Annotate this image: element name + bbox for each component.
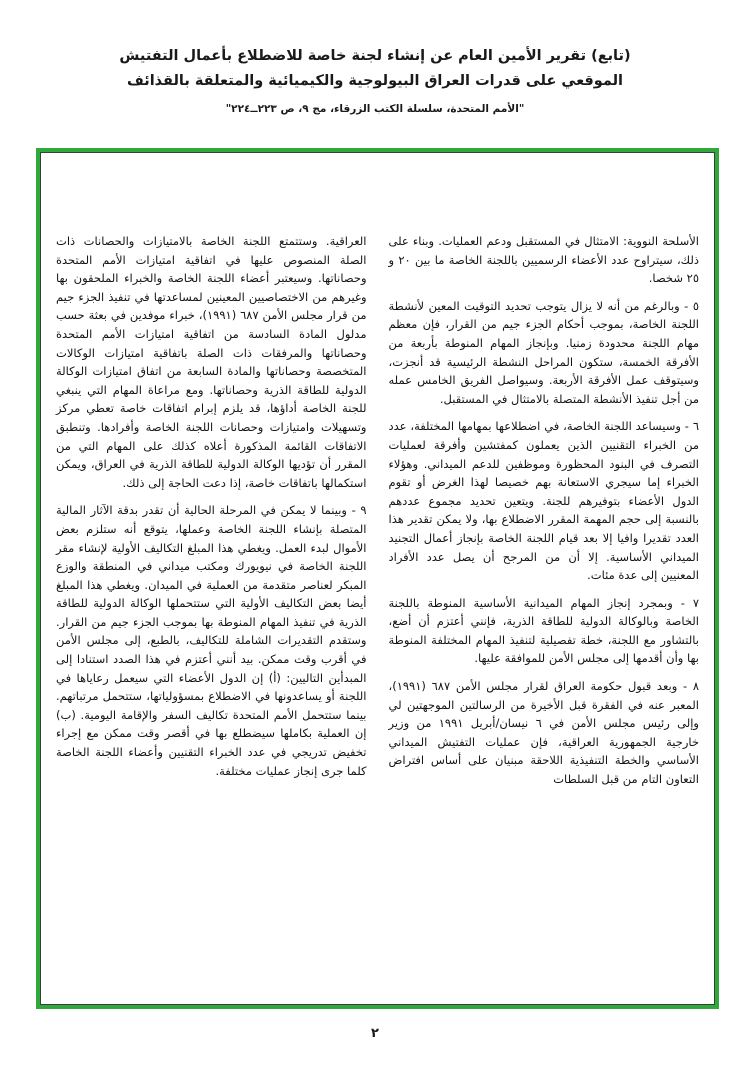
- left-column: [56, 232, 367, 1005]
- paragraph: الأسلحة النووية: الامتثال في المستقبل ودعم العمليات. وبناء على ذلك، سيتراوح عدد الأعضاء الرسميين باللجنة الخاصة ما بين ٢٠ و ٢٥ شخصا.: [388, 234, 699, 286]
- two-column-text: [40, 152, 715, 1005]
- right-column: [389, 232, 700, 1005]
- paragraph: ٥ - وبالرغم من أنه لا يزال يتوجب تحديد التوقيت المعين لأنشطة اللجنة الخاصة، بموجب أحكام الجزء جيم من القرار، فإن معظم مهام اللجنة محدودة زمنيا. وبإنجاز المهام المنوطة بأربعة من الأفرقة الخمسة، ستكون المراحل النشطة الرئيسية قد أنجزت، وسيتوقف عمل الأفرقة الأربعة. وسيواصل الفريق الخامس عمله من أجل تنفيذ الأنشطة المتصلة بالامتثال في المستقبل.: [388, 298, 699, 406]
- document-header: [0, 0, 750, 117]
- page-number: ٢: [371, 1026, 379, 1041]
- paragraph: ٨ - وبعد قبول حكومة العراق لقرار مجلس الأمن ٦٨٧ (١٩٩١)، المعبر عنه في الفقرة قبل الأخيرة من الرسالتين الموجهتين لي وإلى رئيس مجلس الأمن في ٦ نيسان/أبريل ١٩٩١ من وزير خارجية الجمهورية العراقية، فإن عمليات التفتيش الميداني الأساسي والخطة التنفيذية اللاحقة مبنيان على أساس افتراض التعاون التام من قبل السلطات: [388, 679, 699, 787]
- paragraph: ٩ - وبينما لا يمكن في المرحلة الحالية أن تقدر بدقة الآثار المالية المتصلة بإنشاء اللجنة الخاصة وعملها، يتوقع أنه ستلزم بعض الأموال لبدء العمل. ويغطي هذا المبلغ التكاليف الأولية لإنشاء مقر اللجنة الخاصة في نيويورك ومكتب ميداني في المنطقة والوزع المبكر لعناصر متقدمة من العملية في الميدان. ويغطي هذا المبلغ أيضا بعض التكاليف الأولية التي ستتحملها الوكالة الدولية للطاقة الذرية في تنفيذ المهام المنوطة بها بموجب الجزء جيم من القرار. وستقدم التقديرات الشاملة للتكاليف، بالطبع، إلى مجلس الأمن في أقرب وقت ممكن. بيد أنني أعتزم في هذا الصدد استنادا إلى المبدأين التاليين: (أ) إن الدول الأعضاء التي سيعمل رعاياها في اللجنة أو يساعدونها في الاضطلاع بمسؤولياتها، ستتحمل مرتباتهم. بينما ستتحمل الأمم المتحدة تكاليف السفر والإقامة اليومية. (ب) إن العملية بكاملها سيضطلع بها في أقصر وقت ممكن مع إجراء تخفيض تدريجي في عدد الخبراء التقنيين وأعضاء اللجنة الخاصة كلما جرى إنجاز عمليات مختلفة.: [56, 503, 367, 778]
- document-source-citation: "الأمم المتحدة، سلسلة الكتب الزرقاء، مج ٩، ص ٢٢٣ــ٢٢٤": [225, 103, 525, 115]
- paragraph: العراقية. وستتمتع اللجنة الخاصة بالامتيازات والحصانات ذات الصلة المنصوص عليها في اتفاقية امتيازات الأمم المتحدة وحصاناتها. وسيعتبر أعضاء اللجنة الخاصة والخبراء الملحقون بها وغيرهم من الاختصاصيين المعينين لمساعدتها في تنفيذ الجزء جيم من قرار مجلس الأمن ٦٨٧ (١٩٩١)، خبراء موفدين في بعثة حسب مدلول المادة السادسة من اتفاقية امتيازات الأمم المتحدة وحصاناتها والمرفقات ذات الصلة باتفاقية امتيازات الوكالات المتخصصة وحصاناتها والمادة السابعة من اتفاق امتيازات الوكالة الدولية للطاقة الذرية وحصاناتها. ومع مراعاة المهام التي ينبغي للجنة الخاصة أداؤها، قد يلزم إبرام اتفاقات خاصة تعطي مركز وتسهيلات وامتيازات وحصانات اللجنة الخاصة وأفرادها. وتنطبق الاتفاقات القائمة المذكورة أعلاه كذلك على المهام التي من المقرر أن تؤديها الوكالة الدولية للطاقة الذرية في العراق، ويمكن استكمالها باتفاقات خاصة، إذا دعت الحاجة إلى ذلك.: [56, 234, 367, 490]
- paragraph: ٦ - وسيساعد اللجنة الخاصة، في اضطلاعها بمهامها المختلفة، عدد من الخبراء التقنيين الذين يعملون كمفتشين وأفرقة لعمليات التصرف في البنود المحظورة وموظفين للدعم الميداني. وهؤلاء الخبراء إما سيجري الاستعانة بهم خصيصا لهذا الغرض أو تقوم الدول الأعضاء بتوفيرهم للجنة. ويتعين تحديد مجموع عددهم بالنسبة إلى حجم المهمة المقرر الاضطلاع بها، ولا يمكن تقدير هذا العدد تقديرا وافيا إلا بعد قيام اللجنة الخاصة بإنجاز أعمال التجنيد الميداني الأساسية. إلا أن من المرجح أن يصل عدد الأفراد المعنيين إلى عدة مئات.: [388, 419, 699, 583]
- content-frame: [36, 148, 719, 1009]
- document-title-line-2: الموقعي على قدرات العراق البيولوجية والكيميائية والمتعلقة بالقذائف: [126, 73, 623, 89]
- document-title-line-1: (تابع) تقرير الأمين العام عن إنشاء لجنة خاصة للاضطلاع بأعمال التفتيش: [119, 48, 631, 64]
- paragraph: ٧ - وبمجرد إنجاز المهام الميدانية الأساسية المنوطة باللجنة الخاصة وبالوكالة الدولية للطاقة الذرية، فإنني أعتزم أن أضع، بالتشاور مع اللجنة، خطة تفصيلية لتنفيذ المهام المختلفة المنوطة بها وأن أقدمها إلى مجلس الأمن للموافقة عليها.: [388, 595, 699, 666]
